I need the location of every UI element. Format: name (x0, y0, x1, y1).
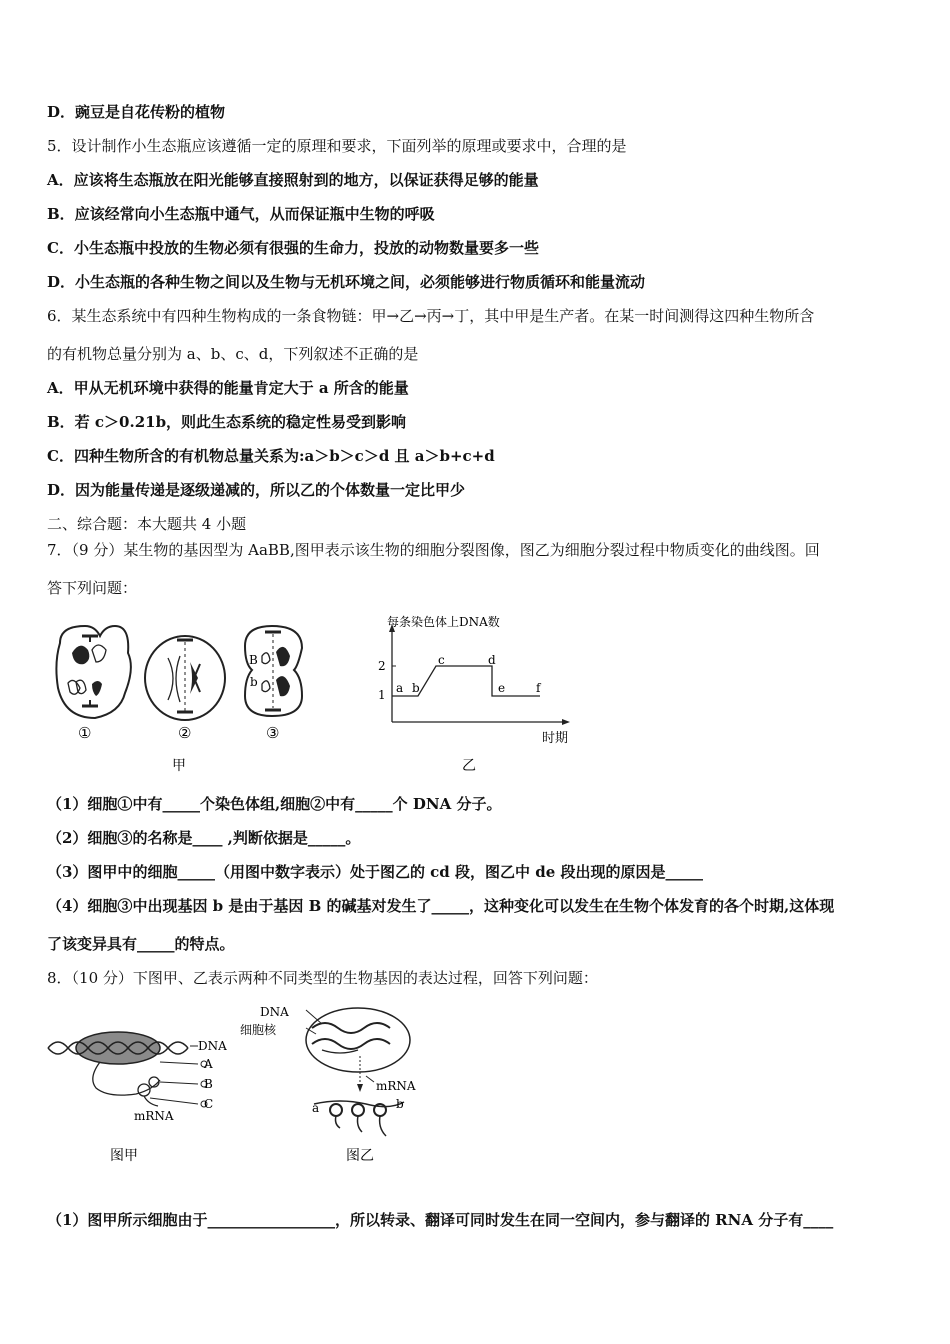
q5-option-d: D．小生态瓶的各种生物之间以及生物与无机环境之间，必须能够进行物质循环和能量流动 (47, 273, 646, 291)
q5-option-b: B．应该经常向小生态瓶中通气，从而保证瓶中生物的呼吸 (47, 205, 435, 223)
gene-label-b: b (250, 675, 258, 689)
q7-sub2: （2）细胞③的名称是____ ,判断依据是_____。 (47, 829, 361, 847)
label-dna-right: DNA (260, 1005, 289, 1019)
cell-2-label: ② (178, 724, 192, 742)
label-C: C (204, 1097, 214, 1111)
q6-option-b: B．若 c＞0.21b，则此生态系统的稳定性易受到影响 (47, 413, 407, 431)
q6-stem-line2: 的有机物总量分别为 a、b、c、d，下列叙述不正确的是 (47, 345, 419, 363)
point-e: e (498, 681, 506, 695)
label-nucleus: 细胞核 (240, 1023, 277, 1037)
y-tick-1: 1 (378, 688, 386, 702)
label-B: B (204, 1077, 213, 1091)
point-b: b (412, 681, 420, 695)
q7-sub4-line1: （4）细胞③中出现基因 b 是由于基因 B 的碱基对发生了_____，这种变化可以发生在生物个体发育的各个时期,这体现 (47, 897, 835, 915)
dna-per-chromosome-graph (378, 614, 570, 746)
point-a: a (396, 681, 404, 695)
q7-sub3: （3）图甲中的细胞_____（用图中数字表示）处于图乙的 cd 段，图乙中 de 段出现的原因是_____ (47, 863, 703, 881)
cell-3-diagram (245, 626, 302, 716)
q7-figure (40, 608, 580, 778)
q5-option-c: C．小生态瓶中投放的生物必须有很强的生命力，投放的动物数量要多一些 (47, 239, 539, 257)
label-mrna-left: mRNA (134, 1109, 174, 1123)
y-tick-2: 2 (378, 659, 386, 673)
q5-option-a: A．应该将生态瓶放在阳光能够直接照射到的地方，以保证获得足够的能量 (47, 171, 539, 189)
label-dna-left: DNA (198, 1039, 227, 1053)
q4-option-d: D．豌豆是自花传粉的植物 (47, 103, 226, 121)
q8-stem: 8．（10 分）下图甲、乙表示两种不同类型的生物基因的表达过程，回答下列问题： (47, 969, 598, 987)
q7-sub4-line2: 了该变异具有_____的特点。 (47, 935, 235, 953)
q5-stem: 5．设计制作小生态瓶应该遵循一定的原理和要求，下面列举的原理或要求中，合理的是 (47, 137, 627, 155)
point-d: d (488, 653, 496, 667)
figure-yi-caption-8: 图乙 (346, 1148, 374, 1164)
q6-option-d: D．因为能量传递是逐级递减的，所以乙的个体数量一定比甲少 (47, 481, 466, 499)
cell-1-label: ① (78, 724, 92, 742)
label-A: A (204, 1057, 213, 1071)
q7-stem-line1: 7．（9 分）某生物的基因型为 AaBB,图甲表示该生物的细胞分裂图像，图乙为细胞分裂过程中物质变化的曲线图。回 (47, 541, 820, 559)
q7-sub1: （1）细胞①中有_____个染色体组,细胞②中有_____个 DNA 分子。 (47, 795, 502, 813)
graph-y-label: 每条染色体上DNA数 (387, 615, 500, 629)
graph-x-label: 时期 (542, 731, 569, 746)
figure-yi-caption: 乙 (462, 758, 476, 774)
figure-jia-caption-8: 图甲 (110, 1148, 138, 1164)
cell-1-diagram (56, 626, 130, 718)
figure-jia-diagram (48, 1032, 207, 1107)
q6-option-a: A．甲从无机环境中获得的能量肯定大于 a 所含的能量 (47, 379, 409, 397)
q7-stem-line2: 答下列问题： (47, 579, 138, 597)
cell-3-label: ③ (266, 724, 280, 742)
cell-2-diagram (145, 636, 225, 720)
label-a-end: a (312, 1101, 320, 1115)
q8-sub1: （1）图甲所示细胞由于_________________，所以转录、翻译可同时发生在同一空间内，参与翻译的 RNA 分子有____ (47, 1211, 834, 1229)
point-f: f (536, 681, 541, 695)
label-mrna-right: mRNA (376, 1079, 416, 1093)
q6-option-c: C．四种生物所含的有机物总量关系为:a＞b＞c＞d 且 a＞b+c+d (47, 447, 495, 465)
point-c: c (438, 653, 445, 667)
q6-stem-line1: 6．某生态系统中有四种生物构成的一条食物链：甲→乙→丙→丁，其中甲是生产者。在某一时间测得这四种生物所含 (47, 307, 815, 325)
section-heading: 二、综合题：本大题共 4 小题 (47, 515, 247, 533)
label-b-end: b (396, 1097, 404, 1111)
figure-yi-diagram (306, 1008, 410, 1136)
q8-figure (40, 1000, 440, 1170)
figure-jia-caption: 甲 (172, 758, 186, 774)
gene-label-B: B (249, 653, 258, 667)
